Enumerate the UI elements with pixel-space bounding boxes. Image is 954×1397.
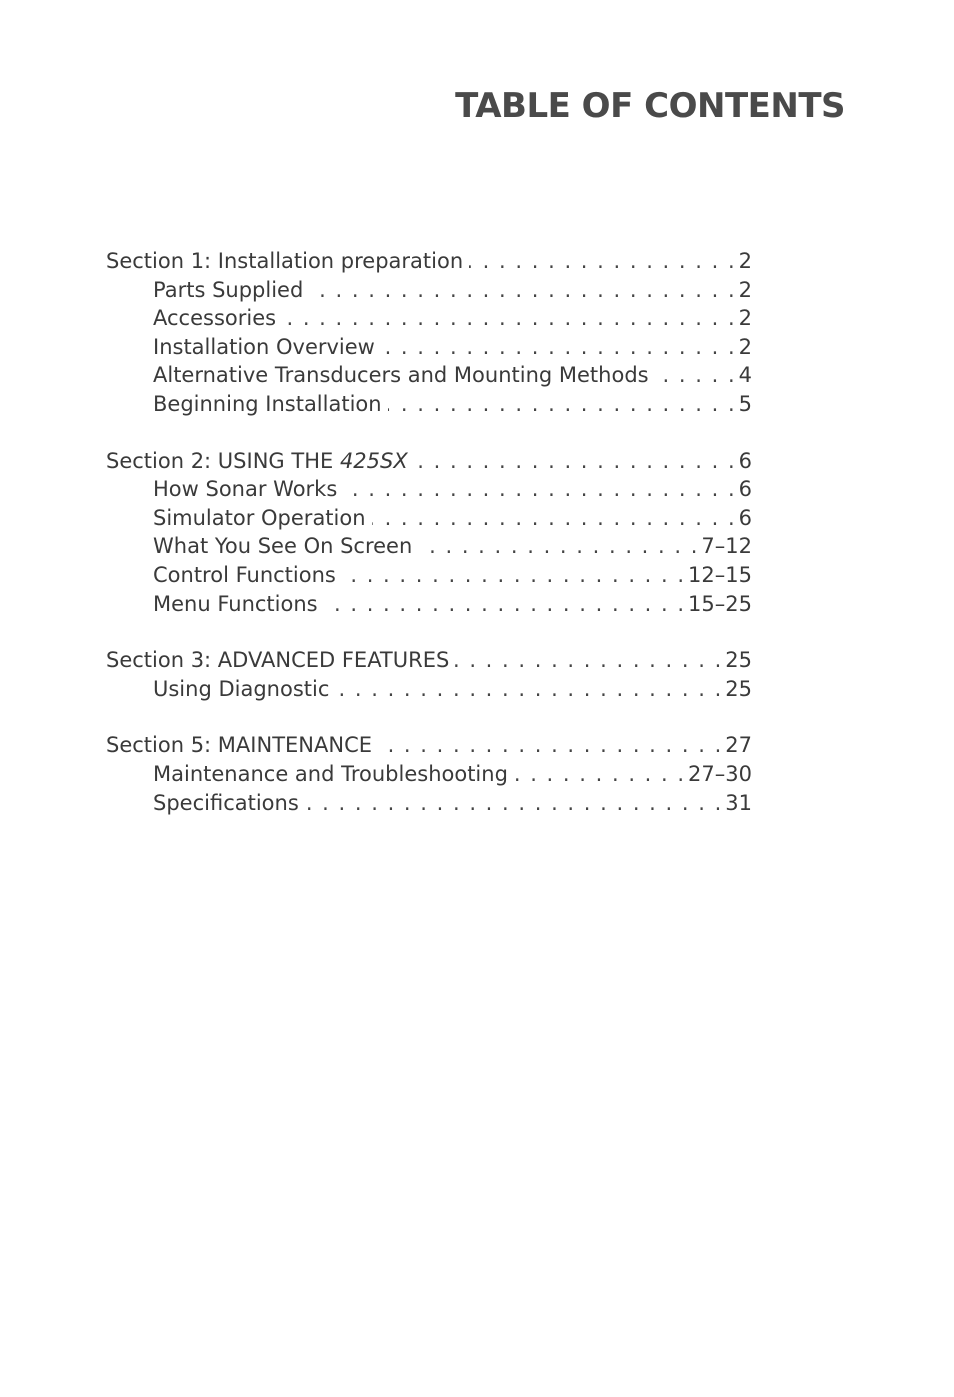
page-title: TABLE OF CONTENTS [455, 86, 845, 126]
toc-entry-label: Alternative Transducers and Mounting Methods [153, 363, 649, 388]
toc-entry-label: What You See On Screen [153, 534, 413, 559]
toc-entry-control-functions[interactable] [106, 561, 752, 590]
toc-entry-alternative-transducers[interactable] [106, 361, 752, 390]
toc-entry-label: Control Functions [153, 562, 336, 587]
dot-leader [388, 390, 735, 419]
toc-entry-section-2[interactable] [106, 447, 752, 476]
dot-leader [414, 447, 735, 476]
toc-page-number: 2 [738, 249, 752, 273]
toc-entry-parts-supplied[interactable] [106, 276, 752, 305]
dot-leader [282, 304, 735, 333]
dot-leader [455, 646, 721, 675]
dot-leader [381, 333, 735, 362]
toc-entry-label-text: Section 2: USING THE [106, 448, 340, 473]
toc-entry-label: Beginning Installation [153, 391, 382, 416]
toc-section-5 [106, 731, 752, 817]
toc-entry-maintenance-troubleshooting[interactable] [106, 760, 752, 789]
toc-entry-accessories[interactable] [106, 304, 752, 333]
toc-entry-beginning-installation[interactable] [106, 390, 752, 419]
toc-entry-label: Using Diagnostic [153, 676, 330, 701]
toc-page-number: 6 [738, 448, 752, 473]
dot-leader [372, 504, 735, 533]
model-name: 425SX [339, 448, 408, 473]
toc-page-number: 2 [738, 306, 752, 331]
toc-entry-what-you-see-on-screen[interactable] [106, 532, 752, 561]
toc-entry-label: Accessories [153, 306, 277, 331]
toc-page-number: 4 [738, 363, 752, 388]
dot-leader [342, 561, 684, 590]
toc-page-number: 6 [738, 505, 752, 530]
toc-entry-label: Maintenance and Troubleshooting [153, 761, 508, 786]
dot-leader [514, 760, 684, 789]
toc-page-number: 25 [725, 648, 752, 673]
toc-entry-label: Section 5: MAINTENANCE [106, 733, 373, 758]
toc-page-number: 2 [738, 277, 752, 302]
toc-entry-section-3[interactable] [106, 646, 752, 675]
toc-entry-simulator-operation[interactable] [106, 504, 752, 533]
toc-page-number: 5 [738, 391, 752, 416]
toc-entry-label [106, 447, 414, 476]
table-of-contents [106, 247, 752, 845]
dot-leader [469, 247, 734, 276]
toc-entry-label: Section 1: Installation preparation [106, 249, 464, 273]
toc-entry-label: Simulator Operation [153, 505, 366, 530]
toc-section-2 [106, 447, 752, 619]
toc-entry-label: Parts Supplied [153, 277, 304, 302]
toc-entry-using-diagnostic[interactable] [106, 675, 752, 704]
toc-page-number: 27 [725, 733, 752, 758]
toc-section-3 [106, 646, 752, 703]
toc-page-number: 2 [738, 334, 752, 359]
dot-leader [309, 276, 734, 305]
dot-leader [418, 532, 697, 561]
dot-leader [305, 789, 721, 818]
toc-page-number: 31 [725, 790, 752, 815]
toc-entry-installation-overview[interactable] [106, 333, 752, 362]
toc-page-number: 27–30 [688, 761, 752, 786]
toc-entry-label: Installation Overview [153, 334, 375, 359]
toc-entry-label: Menu Functions [153, 591, 318, 616]
toc-entry-section-5[interactable] [106, 731, 752, 760]
toc-section-1 [106, 247, 752, 419]
toc-page-number: 15–25 [688, 591, 752, 616]
dot-leader [343, 475, 734, 504]
dot-leader [378, 731, 721, 760]
toc-entry-menu-functions[interactable] [106, 590, 752, 619]
toc-entry-label: How Sonar Works [153, 477, 338, 502]
toc-entry-label: Specifications [153, 790, 299, 815]
toc-page-number: 7–12 [701, 534, 752, 559]
dot-leader [324, 590, 684, 619]
toc-entry-label: Section 3: ADVANCED FEATURES [106, 648, 450, 673]
toc-entry-specifications[interactable] [106, 789, 752, 818]
toc-entry-how-sonar-works[interactable] [106, 475, 752, 504]
dot-leader [335, 675, 721, 704]
toc-page-number: 6 [738, 477, 752, 502]
dot-leader [655, 361, 735, 390]
toc-page-number: 25 [725, 676, 752, 701]
toc-page-number: 12–15 [688, 562, 752, 587]
toc-entry-section-1[interactable] [106, 247, 752, 276]
